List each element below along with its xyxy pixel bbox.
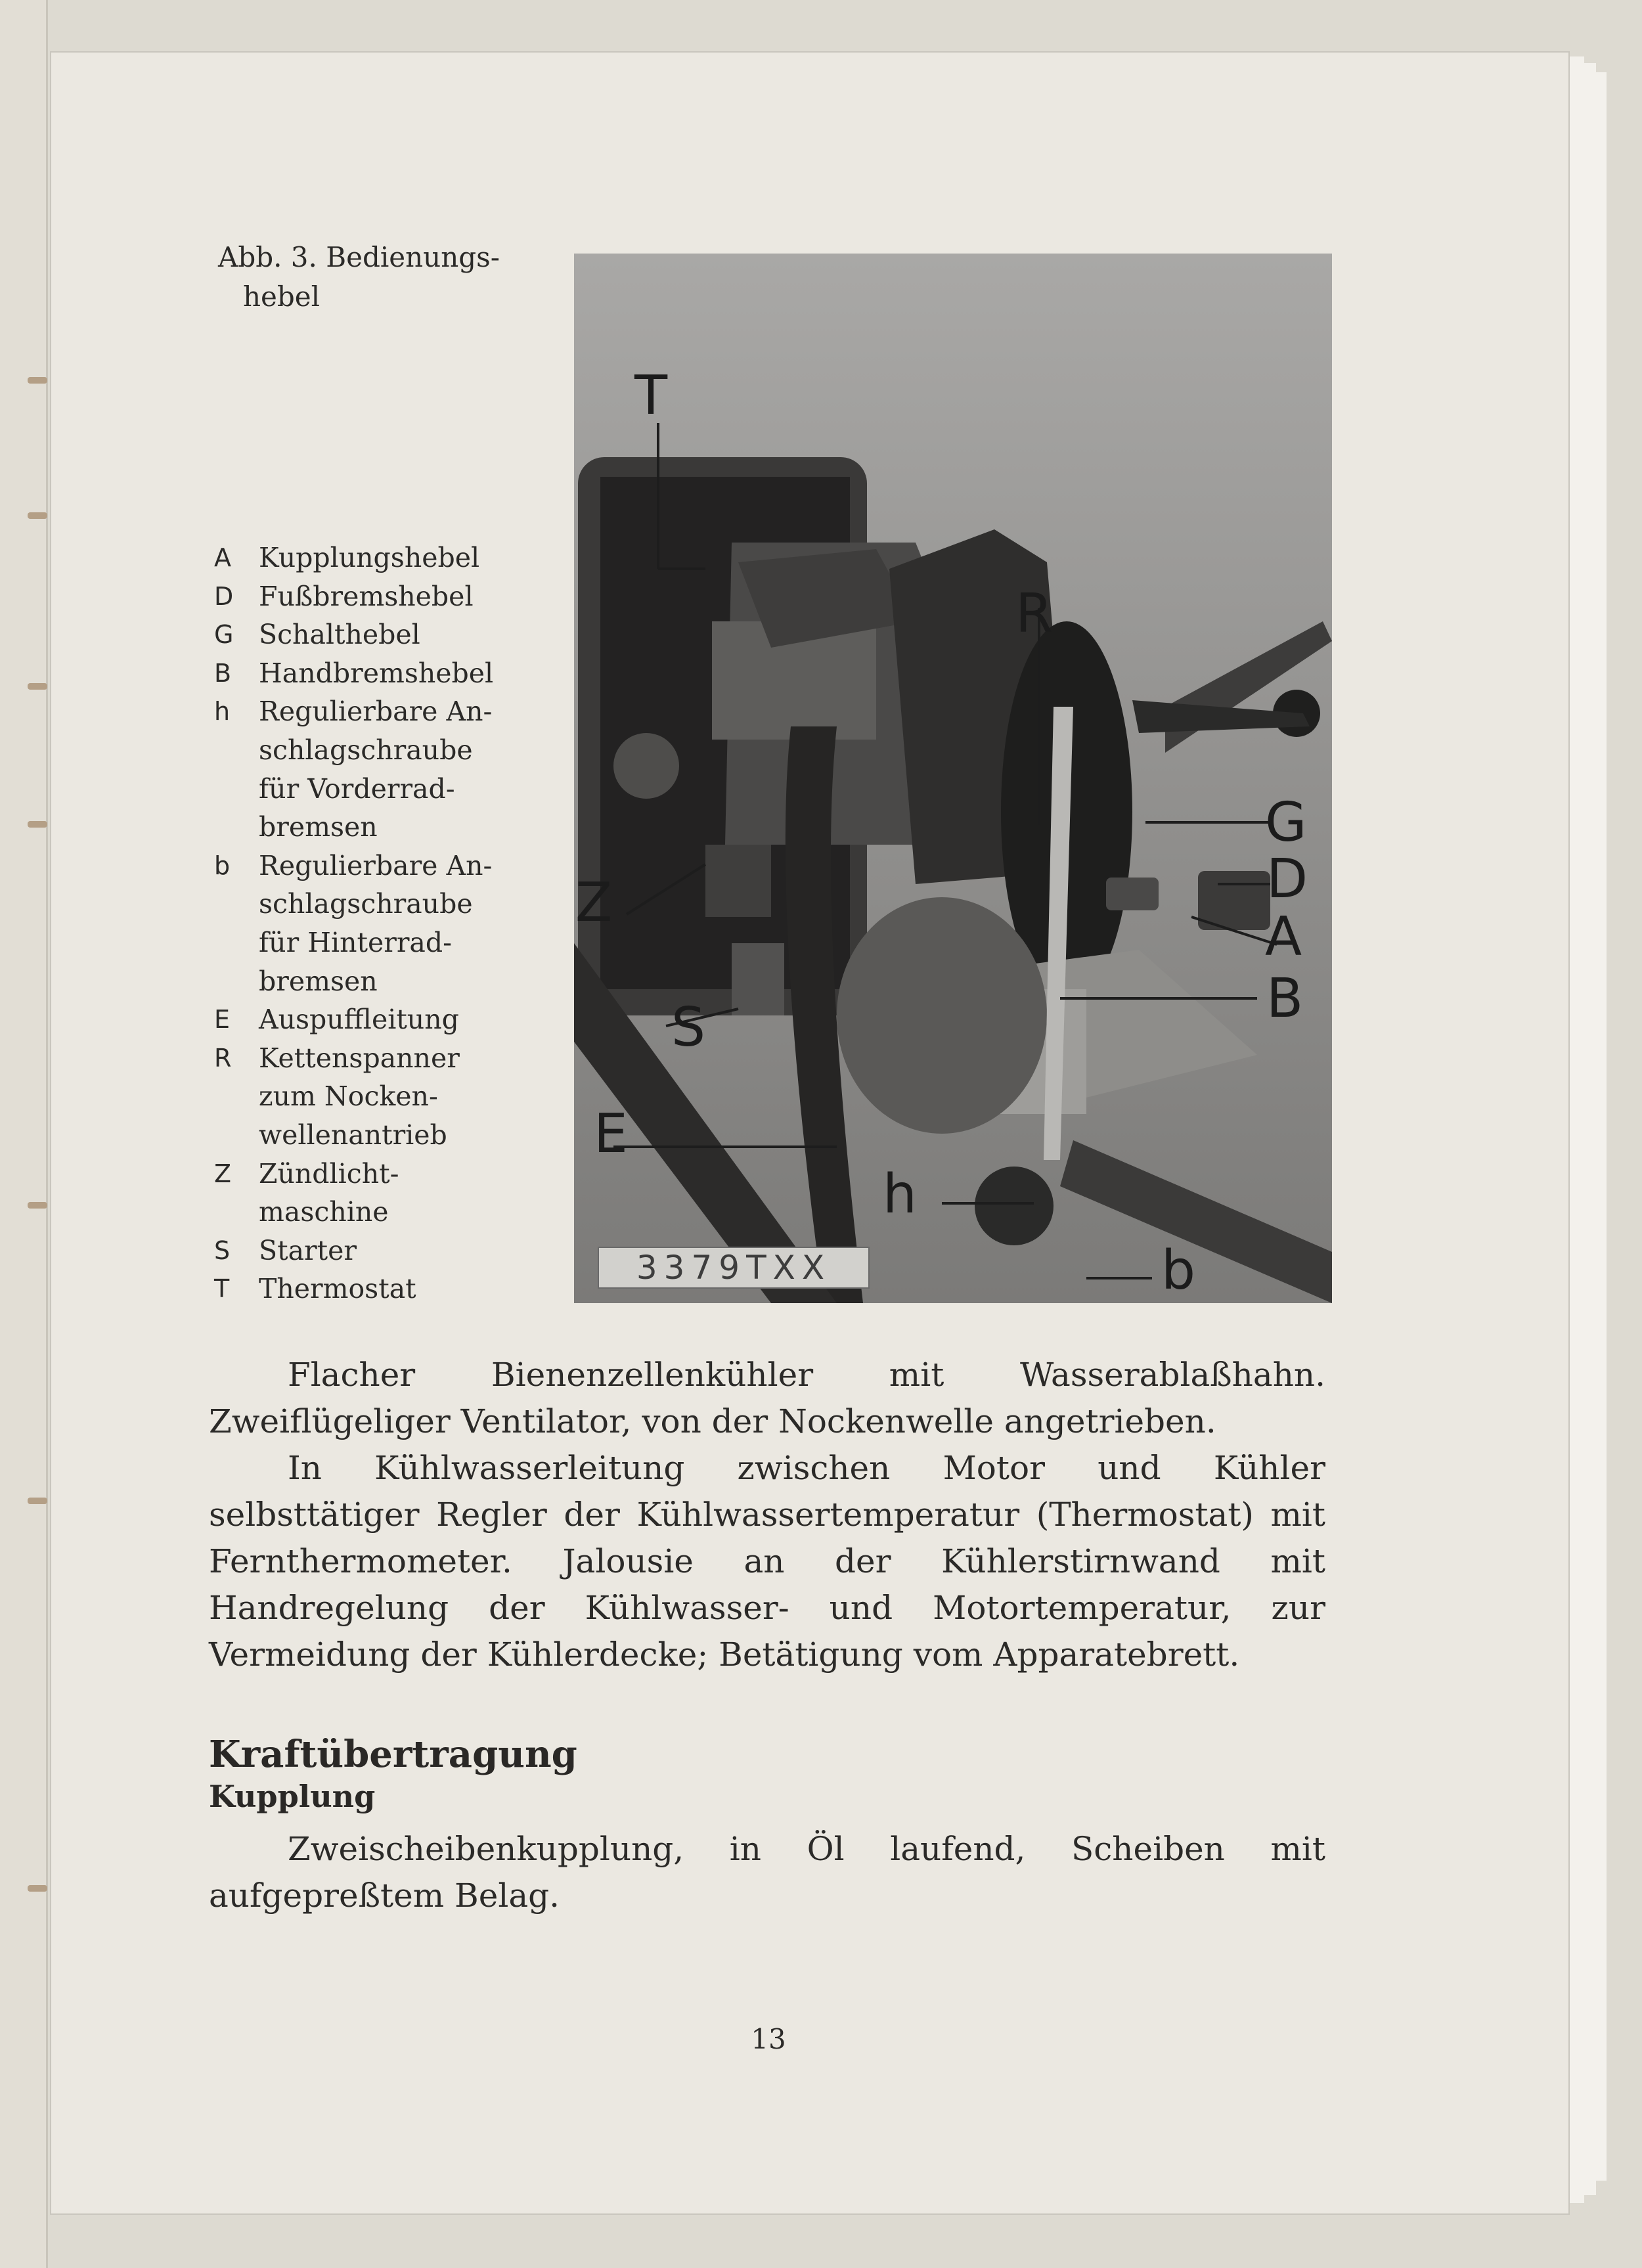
legend-line: Kupplungshebel [259, 542, 480, 573]
stitch-mark [28, 512, 47, 519]
legend-text [259, 847, 516, 1000]
legend-text [259, 1039, 516, 1155]
legend-item [214, 1232, 516, 1270]
legend-line: bremsen [259, 965, 378, 997]
legend-line: wellenantrieb [259, 1119, 447, 1151]
legend-line: schlagschraube [259, 734, 473, 766]
legend-item [214, 539, 516, 577]
photo-label-D: D [1266, 848, 1308, 910]
legend-key: h [214, 697, 231, 726]
legend-text [259, 654, 516, 693]
legend-line: Fußbremshebel [259, 580, 474, 612]
page-edge [1595, 72, 1607, 2181]
photo-label-G: G [1265, 791, 1307, 854]
stitch-mark [28, 1202, 47, 1209]
legend-line: Regulierbare An- [259, 696, 493, 728]
figure-caption [218, 238, 500, 317]
legend-line: für Hinterrad- [259, 926, 452, 958]
paragraph: Zweischeibenkupplung, in Öl laufend, Scheiben mit aufgepreßtem Belag. [209, 1830, 1325, 1915]
section-heading: Kraftübertragung [209, 1733, 577, 1776]
legend-text [259, 1155, 516, 1232]
legend-item [214, 847, 516, 1000]
caption-line: Abb. 3. Bedienungs- [218, 241, 500, 273]
legend-line: Schalthebel [259, 619, 420, 651]
legend-key: E [214, 1005, 231, 1034]
page-edge [1583, 63, 1596, 2195]
legend-key: b [214, 851, 231, 880]
legend-item [214, 1270, 516, 1308]
page-edge [1568, 56, 1584, 2203]
figure-legend [214, 539, 516, 1308]
engine-photo [574, 254, 1332, 1303]
caption-line: hebel [243, 280, 321, 313]
photo-label-A: A [1265, 906, 1302, 968]
legend-item [214, 615, 516, 654]
photo-label-b: b [1161, 1239, 1196, 1302]
paragraph: Flacher Bienenzellenkühler mit Wasserablaßhahn. Zweiflügeliger Ventilator, von der Nockenwelle angetrieben. [209, 1356, 1325, 1440]
legend-line: Handbremshebel [259, 657, 494, 689]
legend-item [214, 692, 516, 846]
page-number: 13 [751, 2023, 786, 2055]
engine-illustration [574, 254, 1332, 1303]
binding-strip [0, 0, 48, 2268]
legend-key: T [214, 1274, 230, 1304]
legend-line: für Vorderrad- [259, 772, 455, 805]
legend-text [259, 539, 516, 577]
legend-line: zum Nocken- [259, 1080, 438, 1113]
legend-item [214, 1155, 516, 1232]
photo-label-S: S [671, 996, 706, 1059]
stitch-mark [28, 1498, 47, 1504]
legend-line: Regulierbare An- [259, 849, 493, 881]
legend-text [259, 692, 516, 846]
legend-key: B [214, 658, 232, 688]
legend-line: schlagschraube [259, 888, 473, 920]
legend-item [214, 1000, 516, 1039]
legend-item [214, 577, 516, 616]
legend-text [259, 615, 516, 654]
stitch-mark [28, 377, 47, 384]
legend-line: Starter [259, 1234, 357, 1266]
legend-key: D [214, 581, 234, 611]
photo-label-E: E [594, 1103, 628, 1165]
photo-label-T: T [634, 365, 668, 427]
legend-key: S [214, 1235, 231, 1265]
legend-text [259, 1270, 516, 1308]
body-text-lower [209, 1826, 1325, 1919]
legend-text [259, 577, 516, 616]
legend-key: R [214, 1043, 232, 1073]
photo-label-B: B [1266, 967, 1304, 1030]
legend-key: Z [214, 1159, 232, 1188]
legend-key: G [214, 620, 234, 650]
photo-plate-number: 3379TXX [598, 1247, 870, 1289]
stitch-mark [28, 821, 47, 828]
stitch-mark [28, 1885, 47, 1892]
legend-line: maschine [259, 1196, 389, 1228]
stitch-mark [28, 683, 47, 690]
photo-label-h: h [883, 1163, 917, 1226]
body-text-upper [209, 1352, 1325, 1678]
legend-item [214, 654, 516, 693]
legend-line: Zündlicht- [259, 1157, 399, 1190]
legend-item [214, 1039, 516, 1155]
paragraph: In Kühlwasserleitung zwischen Motor und Kühler selbsttätiger Regler der Kühlwassertemperatur (Thermostat) mit Fernthermometer. Jalousie an der Kühlerstirnwand mit Handregelung der Kühlwasser- und Motortemperatur, zur Vermeidung der Kühlerdecke; Betätigung vom Apparatebrett. [209, 1449, 1325, 1674]
legend-text [259, 1000, 516, 1039]
legend-key: A [214, 543, 231, 572]
legend-line: Thermostat [259, 1273, 416, 1305]
legend-text [259, 1232, 516, 1270]
legend-line: Kettenspanner [259, 1042, 460, 1074]
legend-line: Auspuffleitung [259, 1004, 459, 1036]
legend-line: bremsen [259, 811, 378, 843]
photo-label-Z: Z [575, 872, 613, 934]
section-subheading: Kupplung [209, 1779, 376, 1814]
photo-label-R: R [1015, 583, 1053, 645]
